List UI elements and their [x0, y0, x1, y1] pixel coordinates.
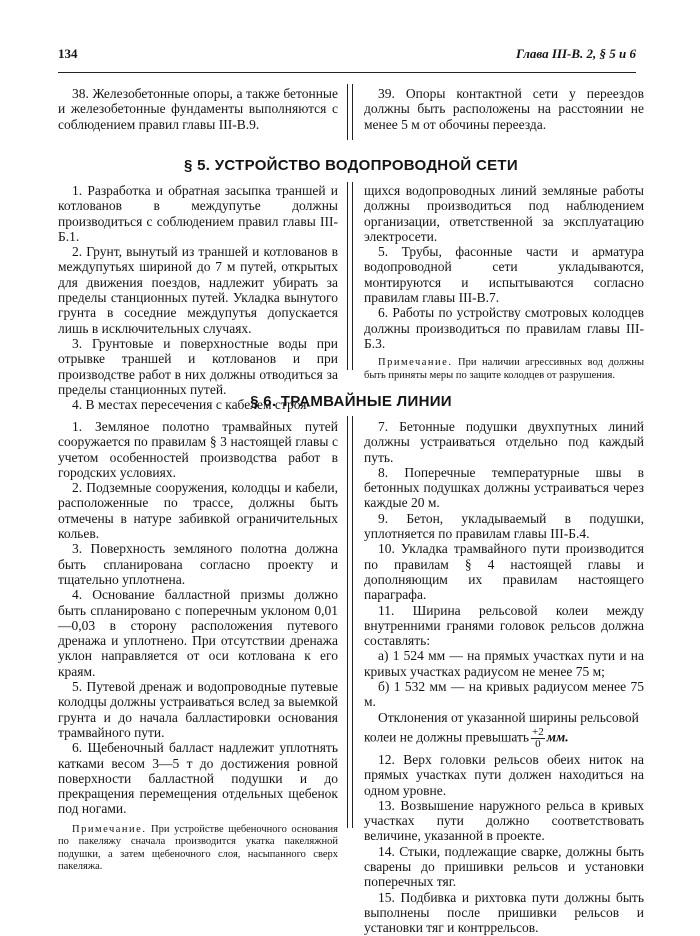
paragraph: 6. Работы по устройству смотровых колодцев должны производиться по правилам главы III-Б.3.: [364, 305, 644, 351]
page-number: 134: [58, 46, 78, 61]
note: [364, 357, 644, 382]
section-5-left-column: [58, 183, 338, 412]
paragraph: 39. Опоры контактной сети у переездов должны быть расположены на расстоянии не менее 5 м от обочины переезда.: [364, 86, 644, 132]
paragraph: 5. Путевой дренаж и водопроводные путевые колодцы должны устраиваться вслед за выемкой грунта и до начала балластировки основания трамвайного пути.: [58, 679, 338, 740]
column-divider-section6: [347, 416, 353, 828]
paragraph: 12. Верх головки рельсов обеих ниток на прямых участках пути должен находиться на одном уровне.: [364, 751, 644, 798]
paragraph: 3. Поверхность земляного полотна должна быть спланирована согласно проекту и тщательно уплотнена.: [58, 541, 338, 587]
fraction-denominator: 0: [535, 737, 541, 750]
column-divider-section5: [347, 182, 353, 370]
paragraph: 1. Земляное полотно трамвайных путей сооружается по правилам § 3 настоящей главы с учетом особенностей производства работ в городских условиях.: [58, 419, 338, 480]
paragraph: 3. Грунтовые и поверхностные воды при отрывке траншей и котлованов и при производстве работ в них должны отводиться за пределы станционных путей.: [58, 335, 338, 397]
note-text: При устройстве щебеночного основания по пакеляжу сначала производится укатка пакеляжной подушки, а затем щебеночного слоя, насыпанного сверх пакеляжа.: [58, 823, 339, 873]
gauge-item-a: а) 1 524 мм — на прямых участках пути и на кривых участках радиусом не менее 75 м;: [364, 648, 644, 679]
paragraph: 8. Поперечные температурные швы в бетонных подушках должны устраиваться через каждые 20 м.: [364, 464, 644, 511]
top-right-column: [364, 86, 644, 132]
paragraph: 10. Укладка трамвайного пути производится по правилам § 4 настоящей главы и дополняющим их правилам настоящего параграфа.: [364, 541, 644, 603]
section-6-right-column: [364, 419, 644, 936]
unit-label: мм.: [546, 729, 569, 745]
paragraph: 11. Ширина рельсовой колеи между внутренними гранями головок рельсов должна составлять:: [364, 602, 644, 649]
deviation-line: Отклонения от указанной ширины рельсовой: [378, 709, 639, 725]
running-header: Глава III-В. 2, § 5 и 6: [516, 46, 636, 61]
section-6-heading: § 6. ТРАМВАЙНЫЕ ЛИНИИ: [250, 393, 452, 410]
paragraph: 1. Разработка и обратная засыпка траншей и котлованов в междупутье должны производиться с соблюдением правил главы III-Б.1.: [58, 183, 338, 244]
section-5-heading: § 5. УСТРОЙСТВО ВОДОПРОВОДНОЙ СЕТИ: [184, 157, 518, 174]
column-divider-top: [347, 84, 353, 140]
deviation-text: колеи не должны превышать: [364, 729, 530, 745]
paragraph: 14. Стыки, подлежащие сварке, должны быть сварены до пришивки рельсов и установки поперечных тяг.: [364, 843, 644, 890]
paragraph: 4. Основание балластной призмы должно быть спланировано с поперечным уклоном 0,01—0,03 в сторону расположения путевого дренажа и уплотнено. При отсутствии дренажа уклон направляется от оси котлована к его краям.: [58, 587, 338, 679]
section-6-left-column: [58, 419, 338, 874]
note: [58, 824, 338, 874]
paragraph: 9. Бетон, укладываемый в подушки, уплотняется по правилам главы III-Б.4.: [364, 510, 644, 542]
note-text: При наличии агрессивных вод должны быть приняты меры по защите колодцев от разрушения.: [364, 357, 644, 381]
paragraph: 15. Подбивка и рихтовка пути должны быть выполнены после пришивки рельсов и установки тяг и контррельсов.: [364, 889, 644, 936]
top-left-column: [58, 86, 338, 132]
paragraph: 38. Железобетонные опоры, а также бетонные и железобетонные фундаменты выполняются с соблюдением правил главы III-В.9.: [58, 86, 338, 132]
gauge-item-b: б) 1 532 мм — на кривых радиусом менее 75 м.: [364, 679, 644, 710]
paragraph: 4. В местах пересечения с кабелем строя-: [72, 397, 311, 413]
paragraph: щихся водопроводных линий земляные работы должны производиться под наблюдением организации, ответственной за эксплуатацию электросети.: [364, 183, 644, 244]
fraction-numerator: +2: [532, 725, 544, 738]
paragraph: 2. Грунт, вынутый из траншей и котлованов в междупутьях шириной до 7 м путей, открытых для движения поездов, надлежит убирать за пределы станционных путей. Укладка вынутого грунта в соседние междупутья допускается лишь в исключительных случаях.: [58, 244, 338, 336]
deviation-tolerance: [364, 727, 644, 750]
tolerance-fraction: [531, 727, 545, 750]
header-rule: [58, 72, 636, 73]
note-label: Примечание.: [72, 823, 147, 835]
paragraph: 7. Бетонные подушки двухпутных линий должны устраиваться отдельно под каждый путь.: [364, 419, 644, 465]
section-5-right-column: [364, 183, 644, 382]
paragraph: 6. Щебеночный балласт надлежит уплотнять катками весом 3—5 т до достижения ровной поверхности балластной подушки и до прекращения перемещения отдельных щебенок под ногами.: [58, 740, 338, 817]
paragraph: 13. Возвышение наружного рельса в кривых участках пути должно соответствовать величине, указанной в проекте.: [364, 797, 644, 844]
paragraph: 2. Подземные сооружения, колодцы и кабели, расположенные по трассе, должны быть отмечены в натуре забивкой ограничительных кольев.: [58, 480, 338, 542]
note-label: Примечание.: [378, 357, 453, 369]
paragraph: 5. Трубы, фасонные части и арматура водопроводной сети укладываются, монтируются и испытываются согласно правилам главы III-В.7.: [364, 244, 644, 306]
